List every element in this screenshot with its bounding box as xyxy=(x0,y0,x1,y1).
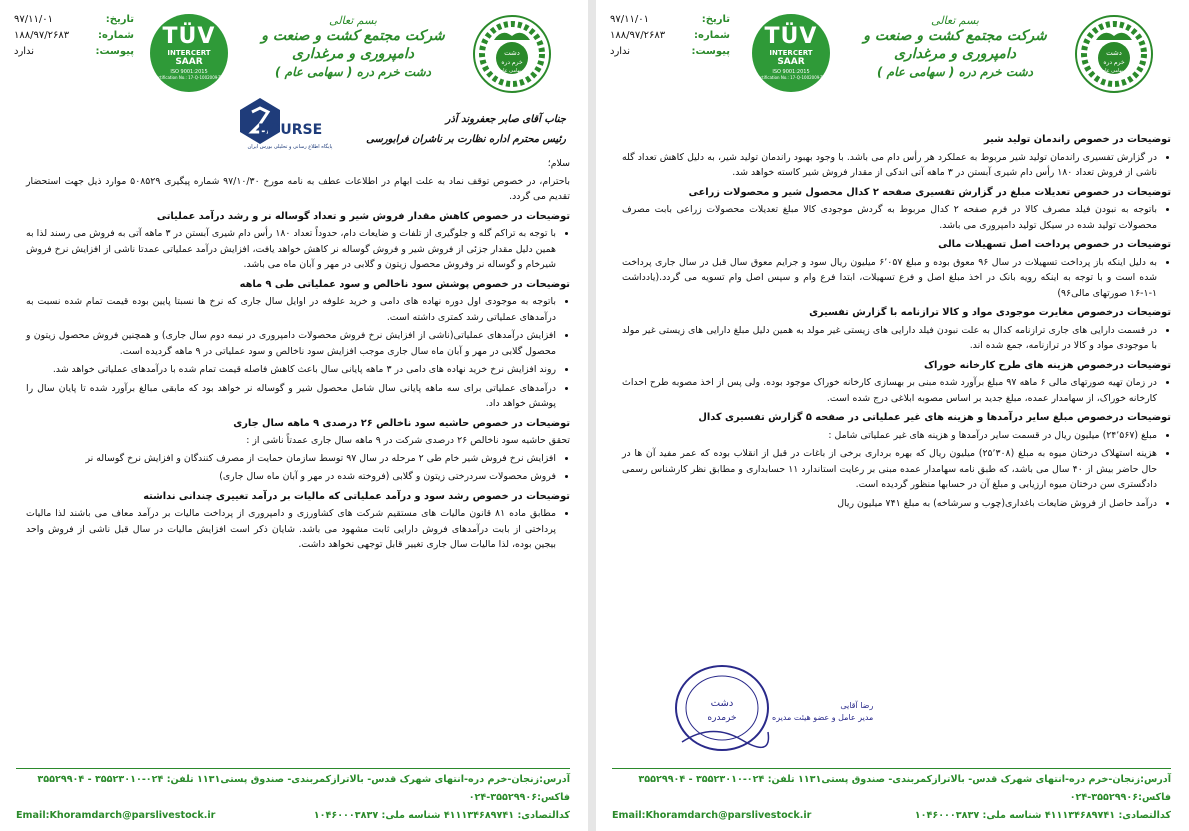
letter-meta xyxy=(610,12,730,60)
section-heading: توضیحات در خصوص پوشش سود ناخالص و سود عملیاتی طی ۹ ماهه xyxy=(239,278,570,290)
letter-body-left xyxy=(26,156,570,556)
bourse-logo-icon xyxy=(230,96,350,152)
letter-meta xyxy=(14,12,134,60)
letter-footer xyxy=(16,768,570,825)
svg-text:پایگاه اطلاع رسانی و تحلیلی بو: پایگاه اطلاع رسانی و تحلیلی بورس ایران xyxy=(247,144,333,150)
salutation: سلام؛ xyxy=(547,158,570,169)
svg-text:BOURSE: BOURSE xyxy=(257,122,323,138)
addressee-title: رئیس محترم اداره نظارت بر ناشران فرابورسی xyxy=(366,134,566,145)
attachment-label: پیوست: xyxy=(95,46,134,57)
list-item: • باتوجه به نبودن فیلد مصرف کالا در فرم صفحه ۲ کدال مربوط به گردش موجودی کالا مبلغ تعدیلات محصولات زراعی بابت مصرف محصولات تولید شده در سیکل تولید دامپروری می باشد. xyxy=(622,202,1157,233)
svg-text:دشت: دشت xyxy=(1106,49,1122,57)
section-bullets xyxy=(622,375,1171,406)
list-item: • افزایش نرخ فروش شیر خام طی ۲ مرحله در سال ۹۷ توسط سازمان حمایت از مصرف کنندگان و افزایش نرخ گوساله نر xyxy=(26,451,556,467)
footer-ids: کدالتصادی: ۴۱۱۱۳۴۶۸۹۷۴۱ شناسه ملی: ۱۰۴۶۰۰۰۳۸۳۷ xyxy=(914,810,1171,821)
list-item: • در زمان تهیه صورتهای مالی ۶ ماهه ۹۷ مبلغ برآورد شده مبنی بر بهسازی کارخانه خوراک موجود بوده. ولی پس از اخذ مصوبه طرح احداث کارخانه خوراک، از سهامدار عمده، مبلغ جدید بر اساس مصوبه ابلاغی درج شده است. xyxy=(622,375,1157,406)
signature-block xyxy=(772,700,873,724)
letter-page-left xyxy=(0,0,588,831)
section-intro: تحقق حاشیه سود ناخالص ۲۶ درصدی شرکت در ۹ ماهه سال جاری عمدتاً ناشی از : xyxy=(246,435,570,446)
list-item: • روند افزایش نرخ خرید نهاده های دامی در ۳ ماهه پایانی سال باعث کاهش فاصله قیمت تمام شده با درآمدهای عملیاتی خواهد شد. xyxy=(26,362,556,378)
list-item: • درآمدهای عملیاتی برای سه ماهه پایانی سال شامل محصول شیر و گوساله نر خواهد بود که مابقی مبالغ برآورد شده تا پایان سال را پوشش خواهد داد. xyxy=(26,381,556,412)
intro-paragraph: باحترام، در خصوص توقف نماد به علت ابهام در اطلاعات عطف به نامه مورخ ۹۷/۱۰/۳۰ شماره پیگیری ۵۰۸۵۲۹ موارد ذیل جهت استحضار تقدیم می گردد. xyxy=(26,175,570,202)
list-item: • فروش محصولات سردرختی زیتون و گلابی (فروخته شده در مهر و آبان ماه سال جاری) xyxy=(26,469,556,485)
svg-text:خرم دره: خرم دره xyxy=(501,59,523,66)
section-heading: توضیحات درخصوص هزینه های طرح کارخانه خوراک xyxy=(924,359,1171,371)
section-bullets xyxy=(622,255,1171,302)
list-item: • با توجه به تراکم گله و جلوگیری از تلفات و ضایعات دام، حدوداً تعداد ۱۸۰ رأس دام شیری آبستن در ۳ ماهه آتی به فروش می رسند لذا به همین دلیل مقدار جزئی از فروش شیر و فروش گوساله نر کاهش خواهد یافت، افزایش درآمد عملیاتی عمدتا ناشی از افزایش نرخ فروش شیرخام و گوساله نر وفروش محصول زیتون و گلابی در مهر و آبان ماه می باشد. xyxy=(26,226,556,273)
letterhead xyxy=(596,6,1189,98)
letter-attachment: ندارد xyxy=(610,46,631,57)
section-bullets xyxy=(26,506,570,553)
svg-text:دشت: دشت xyxy=(504,49,520,57)
section-heading: توضیحات در خصوص پرداخت اصل تسهیلات مالی xyxy=(938,239,1171,250)
tuv-certification-logo: TÜV INTERCERT SAAR ISO 9001:2015 Certification No.: 17-Q-1002009-TIC xyxy=(752,14,830,92)
section-bullets xyxy=(622,202,1171,233)
section-bullets xyxy=(26,226,570,273)
company-logo-icon xyxy=(472,14,552,94)
number-label: شماره: xyxy=(694,30,730,41)
list-item: • باتوجه به موجودی اول دوره نهاده های دامی و خرید علوفه در اوایل سال جاری که نرخ ها نسبتا پایین بوده قیمت تمام شده نسبت به درآمدهای عملیاتی رشد کمتری داشته است. xyxy=(26,294,556,325)
letter-page-right xyxy=(596,0,1189,831)
letter-attachment: ندارد xyxy=(14,46,35,57)
svg-text:خرم دره: خرم دره xyxy=(1103,59,1125,66)
section-heading: توضیحات در خصوص راندمان تولید شیر xyxy=(984,134,1171,145)
section-bullets xyxy=(26,451,570,485)
footer-address: آدرس:زنجان-خرم دره-انتهای شهرک قدس- بالاترازکمربندی- صندوق پستی۱۱۳۱ تلفن: ۰۲۴-۳۵۵۲۳۰۱۰ - ۳۵۵۲۹۹۰۴ فاکس:۳۵۵۲۹۹۰۶-۰۲۴ xyxy=(638,774,1171,803)
list-item: • افزایش درآمدهای عملیاتی(ناشی از افزایش نرخ فروش محصولات دامپروری در نیمه دوم سال جاری) و همچنین فروش محصول زیتون و محصول گلابی در مهر و آبان ماه سال جاری موجب افزایش سود ناخالص و سود عملیاتی در ۹ ماهه گردیده است. xyxy=(26,328,556,359)
list-item: • به دلیل اینکه باز پرداخت تسهیلات در سال ۹۶ معوق بوده و مبلغ ۶٬۰۵۷ میلیون ریال سود و جرایم معوق سال قبل در سال جاری پرداخت شده است و با توجه به اینکه رویه بانک در اخذ مبلغ اصل و فرع تسهیلات، ابتدا فرع وام و سپس اصل وام تسویه می گردد.(یادداشت ۱-۱-۱۶ صورتهای مالی۹۶) xyxy=(622,255,1157,302)
letter-number: ۱۸۸/۹۷/۲۶۸۳ xyxy=(610,30,666,41)
svg-text:سهامی عام: سهامی عام xyxy=(1101,68,1127,74)
section-heading: توضیحات درخصوص مغایرت موجودی مواد و کالا ترازنامه با گزارش تفسیری xyxy=(809,307,1171,318)
section-bullets xyxy=(622,323,1171,354)
svg-text:دشت: دشت xyxy=(710,698,734,709)
section-heading: توضیحات در خصوص رشد سود و درآمد عملیاتی که مالیات بر درآمد تغییری چندانی نداشته xyxy=(143,490,570,502)
date-label: تاریخ: xyxy=(701,14,730,25)
list-item: • در گزارش تفسیری راندمان تولید شیر مربوط به عملکرد هر رأس دام می باشد. با وجود بهبود راندمان تولید شیر، به دلیل کاهش تعداد گله ناشی از فروش تعداد ۱۸۰ رأس دام شیری آبستن در ۳ ماهه آتی اندکی از مقدار فروش شیر کاسته خواهد شد. xyxy=(622,150,1157,181)
footer-email[interactable]: Email:Khoramdarch@parslivestock.ir xyxy=(16,810,216,821)
section-bullets xyxy=(622,150,1171,181)
signatory-name: رضا آقایی xyxy=(840,701,874,710)
footer-address: آدرس:زنجان-خرم دره-انتهای شهرک قدس- بالاترازکمربندی- صندوق پستی۱۱۳۱ تلفن: ۰۲۴-۳۵۵۲۳۰۱۰ - ۳۵۵۲۹۹۰۴ فاکس:۳۵۵۲۹۹۰۶-۰۲۴ xyxy=(37,774,570,803)
company-name: بسم تعالی شرکت مجتمع کشت و صنعت و دامپروری و مرغداری دشت خرم دره ( سهامی عام ) xyxy=(261,14,445,79)
letter-date: ۹۷/۱۱/۰۱ xyxy=(610,14,649,25)
addressee-name: جناب آقای صابر جعفروند آذر xyxy=(445,114,566,125)
tuv-certification-logo: TÜV INTERCERT SAAR ISO 9001:2015 Certification No.: 17-Q-1002009-TIC xyxy=(150,14,228,92)
date-label: تاریخ: xyxy=(105,14,134,25)
signatory-title: مدیر عامل و عضو هیئت مدیره xyxy=(772,713,874,722)
page-gutter xyxy=(588,0,596,831)
list-item: • در قسمت دارایی های جاری ترازنامه کدال به علت نبودن فیلد دارایی های زیستی غیر مولد به همین دلیل مبلغ دارایی های زیستی غیر مولد با موجودی مواد و کالا در ترازنامه، جمع شده اند. xyxy=(622,323,1157,354)
section-heading: توضیحات در خصوص تعدیلات مبلغ در گزارش تفسیری صفحه ۲ کدال محصول شیر و محصولات زراعی xyxy=(688,186,1171,198)
letter-footer xyxy=(612,768,1171,825)
list-item: • درآمد حاصل از فروش ضایعات باغداری(چوب و سرشاخه) به مبلغ ۷۴۱ میلیون ریال xyxy=(622,496,1157,512)
number-label: شماره: xyxy=(98,30,134,41)
footer-email[interactable]: Email:Khoramdarch@parslivestock.ir xyxy=(612,810,812,821)
letterhead xyxy=(0,6,588,98)
letter-date: ۹۷/۱۱/۰۱ xyxy=(14,14,53,25)
section-bullets xyxy=(622,428,1171,512)
footer-ids: کدالتصادی: ۴۱۱۱۳۴۶۸۹۷۴۱ شناسه ملی: ۱۰۴۶۰۰۰۳۸۳۷ xyxy=(313,810,570,821)
svg-text:سهامی عام: سهامی عام xyxy=(499,68,525,74)
letter-number: ۱۸۸/۹۷/۲۶۸۳ xyxy=(14,30,70,41)
section-heading: توضیحات در خصوص کاهش مقدار فروش شیر و تعداد گوساله نر و رشد درآمد عملیاتی xyxy=(156,210,570,222)
company-stamp-icon xyxy=(672,662,772,754)
addressee-block xyxy=(366,110,566,150)
letter-body-right xyxy=(622,128,1171,514)
attachment-label: پیوست: xyxy=(691,46,730,57)
company-logo-icon xyxy=(1074,14,1154,94)
list-item: • مطابق ماده ۸۱ قانون مالیات های مستقیم شرکت های کشاورزی و دامپروری از پرداخت مالیات بر درآمد معاف می باشند لذا مالیات پرداختی از بابت درآمدهای فروش دارایی ثابت مشهود می باشد. شایان ذکر است افزایش مالیات در سال قبل ناشی از فروش واحد بیجین بوده، لذا مالیات سال جاری تغییر قابل توجهی نخواهد داشت. xyxy=(26,506,556,553)
list-item: • مبلغ (۲۴٬۵۶۷) میلیون ریال در قسمت سایر درآمدها و هزینه های غیر عملیاتی شامل : xyxy=(622,428,1157,444)
section-heading: توضیحات درخصوص مبلغ سایر درآمدها و هزینه های غیر عملیاتی در صفحه ۵ گزارش تفسیری کدال xyxy=(698,412,1171,423)
list-item: • هزینه استهلاک درختان میوه به مبلغ (۲۵٬۳۰۸) میلیون ریال که بهره برداری برخی از باغات در قبل از انقلاب بوده که عمر مفید آن ها در حال حاضر بیش از ۴۰ سال می باشد، که طبق نامه سهامدار عمده مبنی بر رعایت استاندارد ۱۱ حسابداری و مطابق نظر کارشناس رسمی دادگستری سن درختان میوه ارزیابی و مبلغ آن در حسابها منظور گردیده است. xyxy=(622,446,1157,493)
svg-text:خرمدره: خرمدره xyxy=(707,713,737,723)
section-heading: توضیحات در خصوص حاشیه سود ناخالص ۲۶ درصدی ۹ ماهه سال جاری xyxy=(233,417,570,429)
section-bullets xyxy=(26,294,570,412)
company-name: بسم تعالی شرکت مجتمع کشت و صنعت و دامپروری و مرغداری دشت خرم دره ( سهامی عام ) xyxy=(863,14,1047,79)
